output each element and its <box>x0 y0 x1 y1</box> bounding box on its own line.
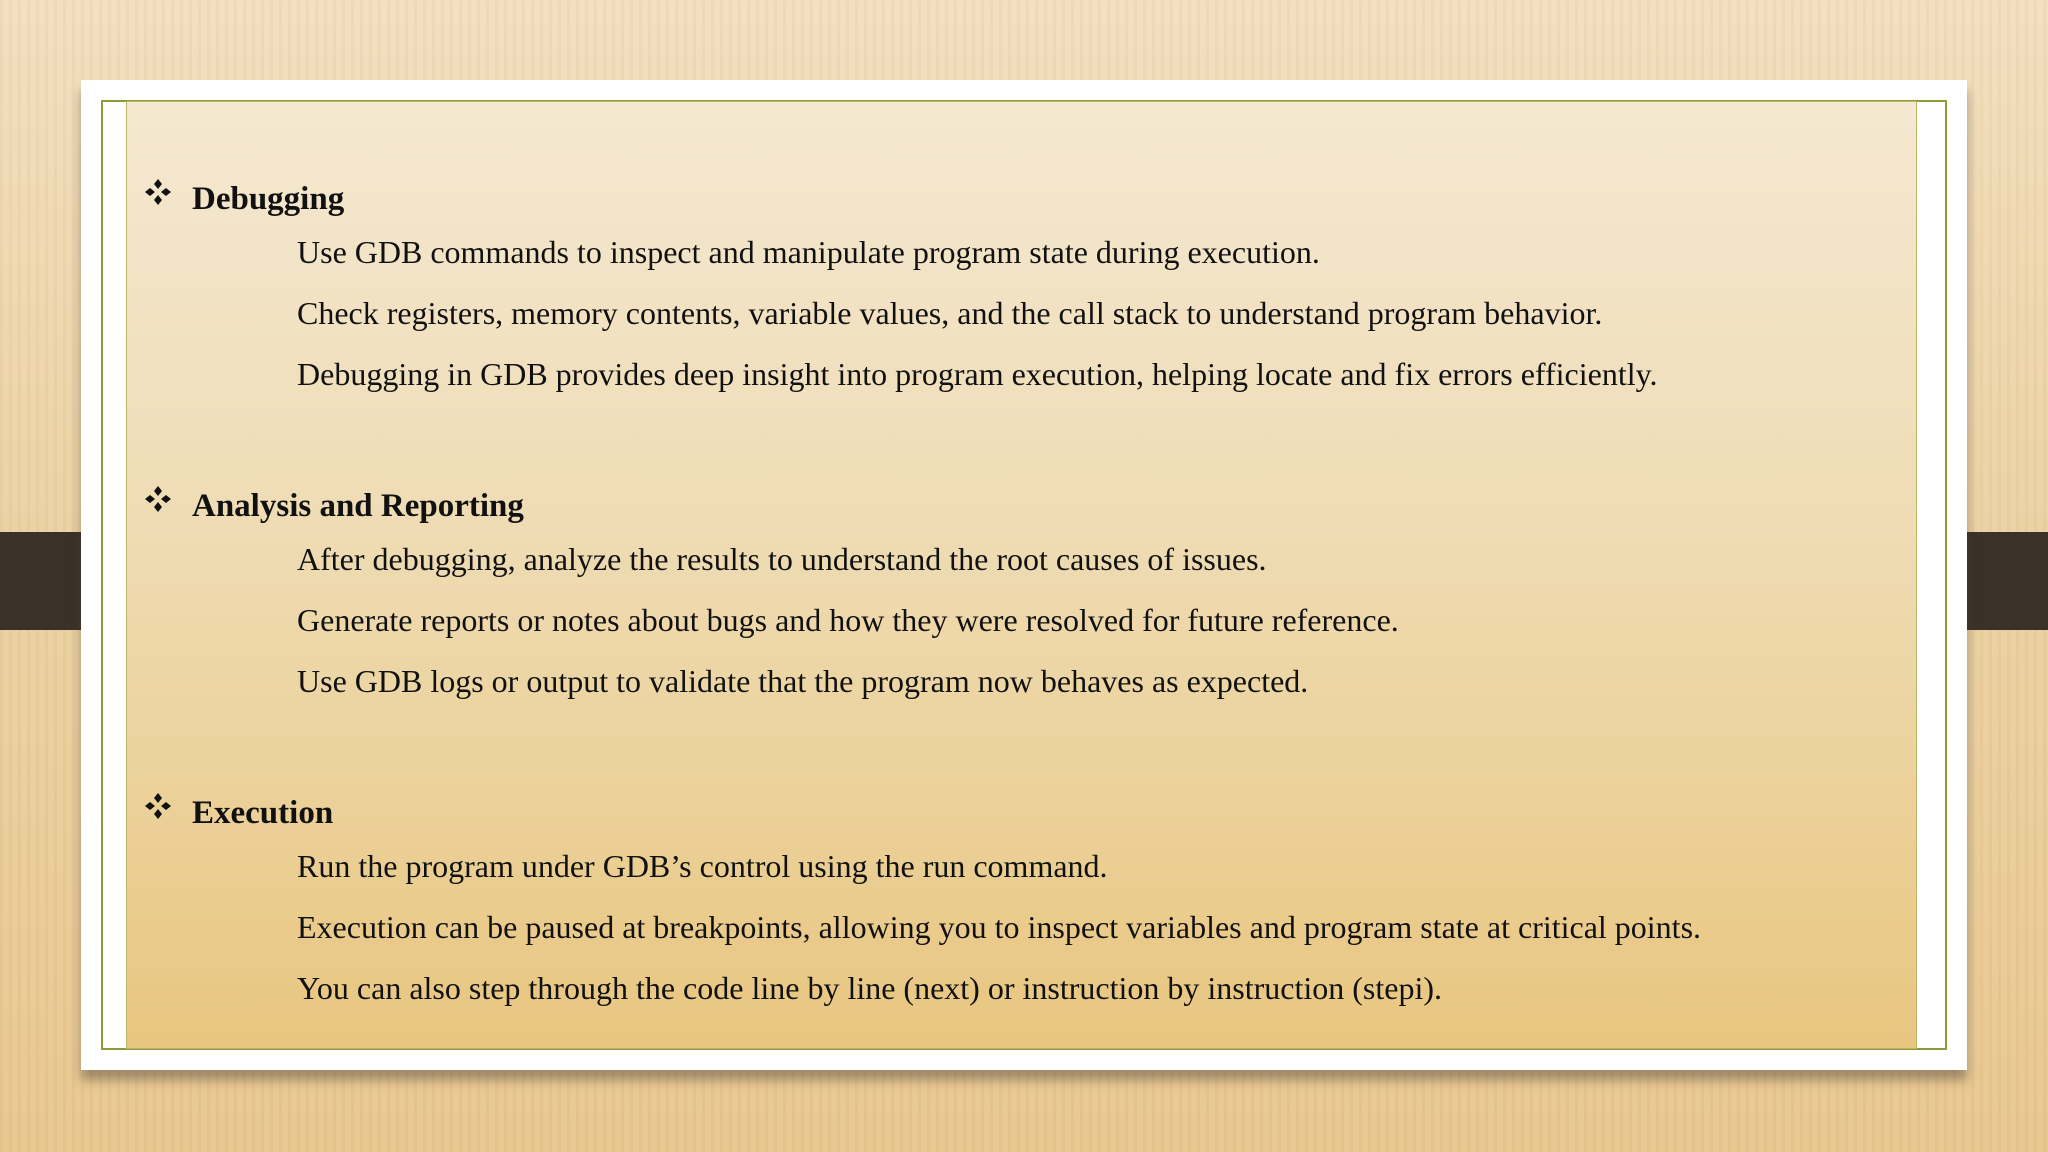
four-diamond-bullet-icon <box>143 177 173 207</box>
section-line: Execution can be paused at breakpoints, allowing you to inspect variables and program state at critical points. <box>297 909 1702 945</box>
four-diamond-bullet-icon <box>143 484 173 514</box>
section-heading <box>127 484 1127 524</box>
section-line: You can also step through the code line by line (next) or instruction by instruction (stepi). <box>297 970 1442 1006</box>
section-line: Run the program under GDB’s control using the run command. <box>297 848 1108 884</box>
section-heading <box>127 177 1127 217</box>
slide-card <box>81 80 1967 1070</box>
section-line: After debugging, analyze the results to understand the root causes of issues. <box>297 541 1267 577</box>
section-heading-text: Execution <box>192 795 334 831</box>
section-line: Check registers, memory contents, variable values, and the call stack to understand program behavior. <box>297 295 1603 331</box>
section-line: Generate reports or notes about bugs and how they were resolved for future reference. <box>297 602 1399 638</box>
section-heading-text: Debugging <box>192 181 345 217</box>
slide-content <box>127 102 1916 1048</box>
section-line: Debugging in GDB provides deep insight into program execution, helping locate and fix errors efficiently. <box>297 356 1658 392</box>
four-diamond-bullet-icon <box>143 791 173 821</box>
section-line: Use GDB logs or output to validate that the program now behaves as expected. <box>297 663 1309 699</box>
section-heading-text: Analysis and Reporting <box>192 488 524 524</box>
section-heading <box>127 791 1127 831</box>
slide-panel <box>126 101 1917 1049</box>
section-line: Use GDB commands to inspect and manipulate program state during execution. <box>297 234 1320 270</box>
